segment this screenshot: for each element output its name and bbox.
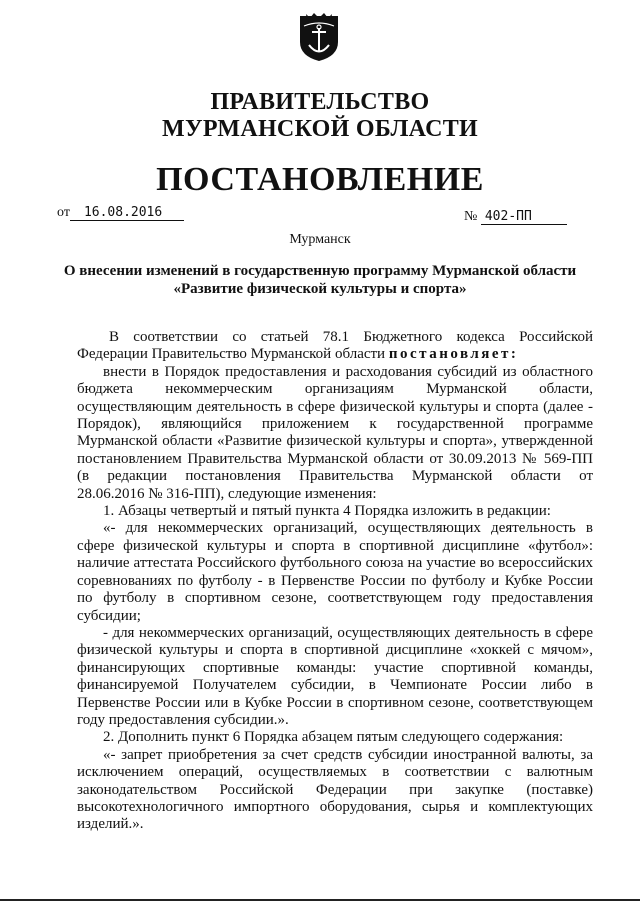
date-prefix: от	[57, 205, 70, 220]
body-line: Порядок), являющийся приложением к государственной программе	[77, 416, 593, 433]
body-text: Федерации Правительство Мурманской области	[77, 346, 386, 363]
document-title	[40, 262, 600, 298]
body-line: 28.06.2016 № 316-ПП), следующие изменения:	[77, 485, 377, 502]
number-value: 402-ПП	[481, 209, 567, 225]
org-name-line1: ПРАВИТЕЛЬСТВО	[210, 89, 430, 115]
body-line: 2. Дополнить пункт 6 Порядка абзацем пятым следующего содержания:	[103, 729, 564, 746]
body-line: «- для некоммерческих организаций, осуществляющих деятельность в	[103, 520, 593, 537]
body-line: - для некоммерческих организаций, осуществляющих деятельность в сфере	[103, 624, 593, 641]
page-bottom-rule	[0, 899, 640, 901]
org-name-line2: МУРМАНСКОЙ ОБЛАСТИ	[162, 116, 478, 142]
document-number	[464, 209, 567, 225]
body-line: Первенстве России или в Кубке России в спортивном сезоне, соответствующем	[77, 694, 593, 711]
body-line: физической культуры и спорта в спортивной дисциплине «хоккей с мячом»,	[77, 642, 593, 659]
body-line: по футболу в спортивном сезоне, соответствующем году предоставления	[77, 590, 593, 607]
body-line: финансируемой Получателем субсидии, в Чемпионате России либо в	[77, 677, 593, 694]
body-line: Мурманской области «Развитие физической культуры и спорта», утвержденной	[77, 433, 593, 450]
body-line: наличие аттестата Российского футбольного союза на участие во всероссийских	[77, 555, 593, 572]
body-line: финансирующих спортивные команды: участие спортивной команды,	[77, 659, 593, 676]
body-line: законодательством Российской Федерации при закупке (поставке)	[77, 781, 593, 798]
city: Мурманск	[289, 232, 351, 247]
body-line: бюджета некоммерческим организациям Мурманской области,	[77, 381, 593, 398]
body-line: В соответствии со статьей 78.1 Бюджетного кодекса Российской	[109, 329, 593, 345]
body-line: внести в Порядок предоставления и расходования субсидий из областного	[103, 363, 593, 380]
document-date	[57, 205, 184, 221]
body-line: изделий.».	[77, 816, 144, 833]
body-line: соревнованиях по футболу - в Первенстве России по футболу и Кубке России	[77, 572, 593, 589]
body-line: высокотехнологичного импортного оборудования, сырья и комплектующих	[77, 798, 593, 815]
decree-word: постановляет:	[388, 346, 519, 363]
document-type: ПОСТАНОВЛЕНИЕ	[156, 161, 484, 198]
body-line: исключением операций, осуществляемых в соответствии с валютным	[77, 764, 593, 781]
number-prefix: №	[464, 209, 478, 224]
coat-of-arms-icon	[298, 12, 340, 62]
title-line1: О внесении изменений в государственную программу Мурманской области	[63, 263, 577, 279]
body-line: сфере физической культуры и спорта в спортивной дисциплине «футбол»:	[77, 537, 593, 554]
body-line: «- запрет приобретения за счет средств субсидии иностранной валюты, за	[103, 746, 593, 763]
body-line: 1. Абзацы четвертый и пятый пункта 4 Порядка изложить в редакции:	[103, 503, 551, 520]
date-value: 16.08.2016	[70, 205, 184, 221]
document-body	[77, 329, 593, 834]
body-line: году предоставления субсидии.».	[77, 711, 289, 728]
body-line: субсидии;	[77, 607, 141, 624]
body-line: (в редакции постановления Правительства Мурманской области от	[77, 468, 593, 485]
title-line2: «Развитие физической культуры и спорта»	[173, 281, 467, 297]
body-line: осуществляющим деятельность в сфере физической культуры и спорта (далее -	[77, 398, 593, 415]
body-line	[77, 346, 593, 363]
body-line: постановлением Правительства Мурманской области от 30.09.2013 № 569-ПП	[77, 450, 593, 467]
